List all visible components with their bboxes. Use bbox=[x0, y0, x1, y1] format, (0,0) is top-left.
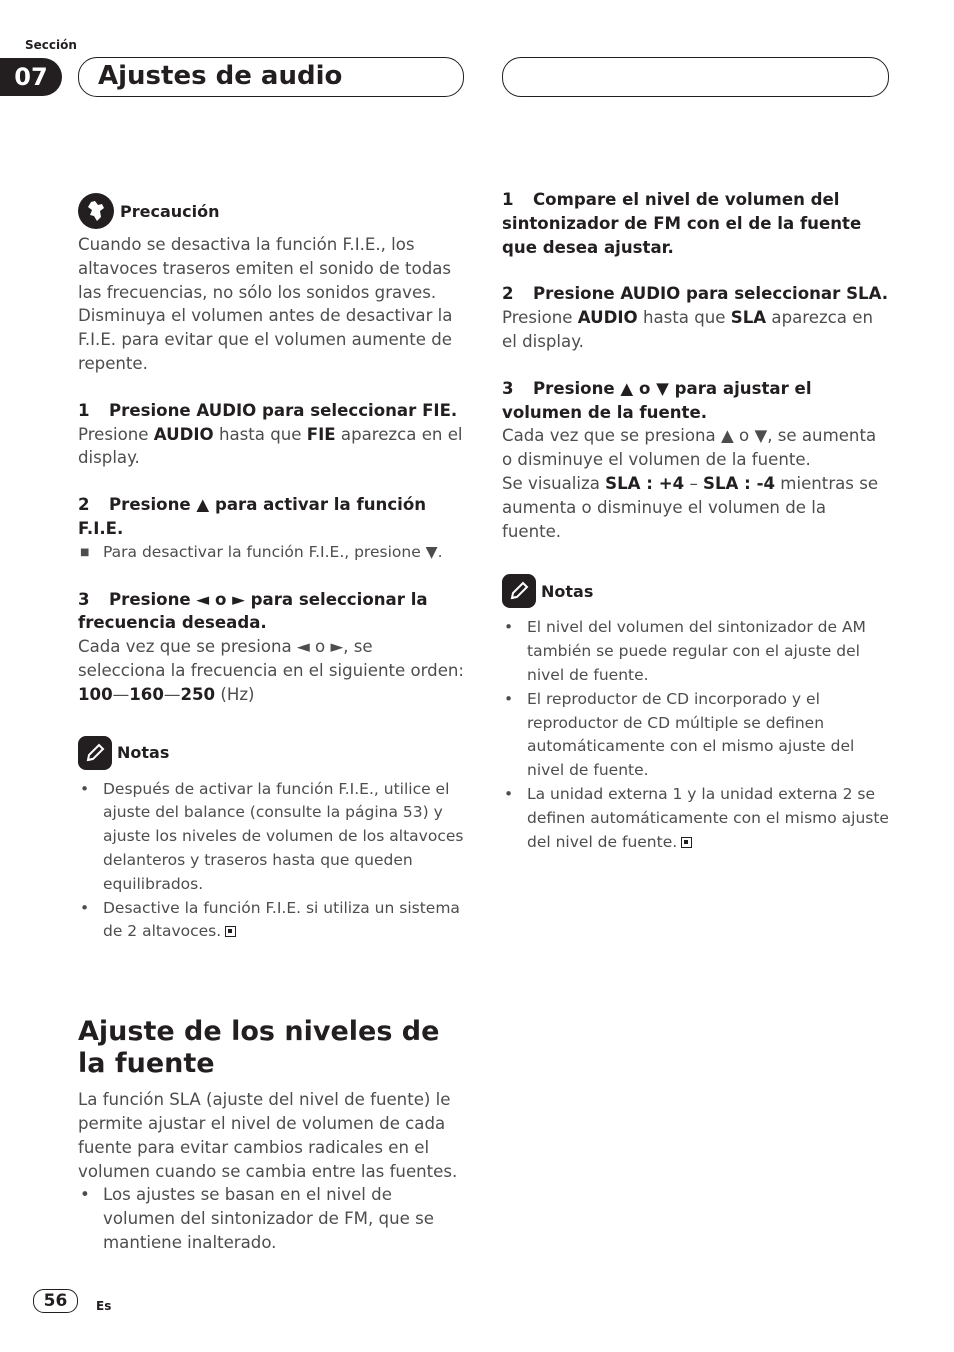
right-notes bbox=[502, 574, 890, 854]
list-item: • El nivel del volumen del sintonizador de AM también se puede regular con el ajuste del nivel de fuente. bbox=[504, 618, 866, 684]
right-column bbox=[502, 188, 890, 854]
section-label: Sección bbox=[25, 38, 77, 52]
left-step-1 bbox=[78, 399, 464, 470]
step-number: 2 bbox=[78, 495, 90, 515]
step-body-display: Se visualiza SLA : +4 – SLA : -4 mientras se aumenta o disminuye el volumen de la fuente. bbox=[502, 473, 879, 541]
step-number: 2 bbox=[502, 284, 514, 304]
caution-hand-icon bbox=[78, 193, 114, 229]
step-body: Cada vez que se presiona ▲ o ▼, se aumenta o disminuye el volumen de la fuente. bbox=[502, 426, 877, 470]
step-number: 3 bbox=[502, 378, 514, 398]
step-heading: Presione ▲ para activar la función F.I.E. bbox=[78, 495, 427, 538]
page-number: 56 bbox=[33, 1289, 78, 1313]
end-mark-icon bbox=[681, 837, 692, 848]
right-step-3 bbox=[502, 377, 890, 544]
caution-block bbox=[78, 193, 464, 376]
right-header-frame bbox=[502, 57, 889, 97]
list-item: • El reproductor de CD incorporado y el reproductor de CD múltiple se definen automáticamente con el mismo ajuste del nivel de fuente. bbox=[504, 689, 855, 780]
section-intro: La función SLA (ajuste del nivel de fuente) le permite ajustar el nivel de volumen de cada fuente para evitar cambios radicales en el volumen cuando se cambia entre las fuentes. bbox=[78, 1090, 458, 1181]
list-item: • La unidad externa 1 y la unidad externa 2 se definen automáticamente con el mismo ajuste del nivel de fuente. bbox=[504, 784, 889, 851]
notes-label: Notas bbox=[117, 743, 170, 763]
pencil-icon bbox=[502, 574, 536, 608]
caution-label: Precaución bbox=[120, 201, 220, 221]
step-heading: Presione ◄ o ► para seleccionar la frecuencia deseada. bbox=[78, 589, 428, 633]
step-number: 1 bbox=[78, 400, 90, 420]
frequency-order: 100—160—250 (Hz) bbox=[78, 684, 255, 704]
step-body: Presione AUDIO hasta que FIE aparezca en el display. bbox=[78, 424, 463, 468]
notes-label: Notas bbox=[541, 581, 594, 601]
right-step-1 bbox=[502, 188, 890, 259]
left-step-2 bbox=[78, 493, 464, 564]
right-step-2 bbox=[502, 282, 890, 353]
end-mark-icon bbox=[225, 926, 236, 937]
caution-text: Cuando se desactiva la función F.I.E., los altavoces traseros emiten el sonido de todas las frecuencias, no sólo los sonidos graves. Disminuya el volumen antes de desactivar la F.I.E. para evitar que el volumen aumente de repente. bbox=[78, 235, 453, 373]
step-heading: Presione AUDIO para seleccionar SLA. bbox=[533, 284, 889, 304]
step-body: Presione AUDIO hasta que SLA aparezca en el display. bbox=[502, 308, 873, 351]
section-number: 07 bbox=[0, 58, 62, 96]
step-heading: Presione AUDIO para seleccionar FIE. bbox=[109, 400, 458, 420]
left-column bbox=[78, 193, 464, 1255]
list-item: • Después de activar la función F.I.E., utilice el ajuste del balance (consulte la página 53) y ajuste los niveles de volumen de los altavoces delanteros y traseros hasta que queden equilibrados. bbox=[80, 779, 464, 893]
language-code: Es bbox=[96, 1299, 112, 1313]
list-item: ■ Para desactivar la función F.I.E., presione ▼. bbox=[80, 542, 443, 561]
step-heading: Compare el nivel de volumen del sintonizador de FM con el de la fuente que desea ajustar. bbox=[502, 190, 862, 257]
section-heading: Ajuste de los niveles de la fuente bbox=[78, 1016, 440, 1080]
step-heading: Presione ▲ o ▼ para ajustar el volumen de la fuente. bbox=[502, 378, 812, 422]
left-step-3 bbox=[78, 588, 464, 707]
list-item: • Desactive la función F.I.E. si utiliza un sistema de 2 altavoces. bbox=[80, 898, 460, 941]
step-body: Cada vez que se presiona ◄ o ►, se selecciona la frecuencia en el siguiente orden: bbox=[78, 637, 465, 680]
sla-section bbox=[78, 1016, 464, 1255]
page-title: Ajustes de audio bbox=[98, 61, 343, 91]
list-item: • Los ajustes se basan en el nivel de volumen del sintonizador de FM, que se mantiene inalterado. bbox=[80, 1185, 434, 1252]
step-number: 3 bbox=[78, 589, 90, 609]
left-notes bbox=[78, 736, 464, 945]
pencil-icon bbox=[78, 736, 112, 770]
step-number: 1 bbox=[502, 190, 514, 209]
